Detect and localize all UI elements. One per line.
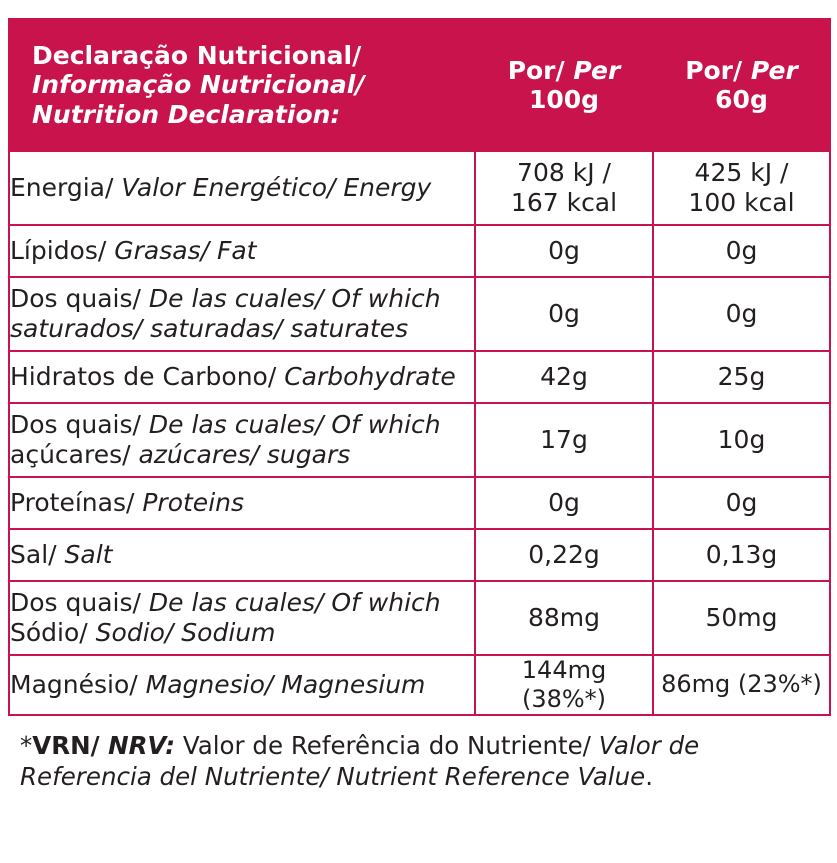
nutrition-declaration-table (8, 18, 831, 716)
nutrient-label-translations: Grasas/ Fat (114, 236, 257, 265)
nutrient-label (9, 403, 475, 477)
footnote-asterisk: * (20, 730, 33, 760)
nutrient-label (9, 225, 475, 277)
nutrient-label-pt: Energia/ (10, 173, 122, 202)
value-per-60g: 86mg (23%*) (653, 655, 830, 715)
nutrient-label-line1 (10, 588, 474, 618)
header-row (9, 19, 830, 151)
nutrient-label-translations2: Sodio/ Sodium (95, 618, 276, 647)
nutrient-label-pt: Dos quais/ (10, 588, 149, 617)
header-per-100g-por: Por/ (507, 55, 574, 85)
value-per-100g: 144mg (38%*) (475, 655, 653, 715)
nutrient-label-translations: De las cuales/ Of which (148, 284, 441, 313)
table-row (9, 477, 830, 529)
value-per-60g: 25g (653, 351, 830, 403)
table-row (9, 655, 830, 715)
nutrient-label-translations: Magnesio/ Magnesium (145, 669, 426, 699)
value-per-60g-line2: 100 kcal (688, 188, 795, 217)
value-per-60g: 0g (653, 225, 830, 277)
nutrient-label-line2 (10, 440, 474, 470)
value-per-100g-line2: 167 kcal (510, 188, 618, 217)
header-title-line-en: Nutrition Declaration: (32, 99, 341, 129)
header-declaration-title (9, 19, 475, 151)
header-title-line-es: Informação Nutricional/ (32, 70, 365, 100)
footnote-text-es-en: Valor de Referencia del Nutriente/ Nutrient Reference Value (20, 730, 700, 791)
nutrient-label-translations: Salt (64, 540, 113, 569)
table-header (9, 19, 830, 151)
header-per-100g-per: Per (573, 55, 621, 85)
nutrient-label-translations: Proteins (142, 488, 245, 517)
nutrient-label-pt2: açúcares/ (10, 440, 139, 469)
header-per-100g-line1 (486, 56, 642, 86)
nutrient-label-translations2: azúcares/ sugars (138, 440, 351, 469)
nutrient-label-pt2: Sódio/ (10, 618, 96, 647)
nutrient-label-pt: Proteínas/ (10, 488, 143, 517)
value-per-100g: 0g (475, 277, 653, 351)
table-row (9, 277, 830, 351)
value-per-100g: 0g (475, 477, 653, 529)
nutrient-label (9, 581, 475, 655)
value-per-60g (653, 151, 830, 225)
nutrient-label-line1 (10, 284, 474, 314)
header-per-60g-per: Per (750, 55, 798, 85)
nutrient-label (9, 277, 475, 351)
header-per-60g (653, 19, 830, 151)
nutrient-label-translations: Carbohydrate (284, 362, 456, 391)
nutrient-label-translations: Valor Energético/ Energy (121, 173, 432, 202)
header-per-60g-amount: 60g (715, 85, 768, 114)
table-row (9, 529, 830, 581)
nutrient-label-pt: Lípidos/ (10, 236, 115, 265)
nutrient-label-line2 (10, 618, 474, 648)
value-per-60g: 50mg (653, 581, 830, 655)
table-row (9, 151, 830, 225)
nutrient-label (9, 655, 475, 715)
footnote-abbr-en: NRV: (108, 730, 176, 760)
value-per-60g-line1: 425 kJ / (694, 158, 789, 187)
nutrient-label (9, 151, 475, 225)
value-per-100g: 88mg (475, 581, 653, 655)
nutrient-label (9, 529, 475, 581)
nrv-footnote (20, 730, 819, 793)
value-per-60g: 0,13g (653, 529, 830, 581)
nutrient-label-pt: Dos quais/ (10, 284, 149, 313)
footnote-text-pt: Valor de Referência do Nutriente/ (175, 730, 599, 760)
table-row (9, 351, 830, 403)
header-per-100g (475, 19, 653, 151)
table-row (9, 225, 830, 277)
table-body (9, 151, 830, 715)
nutrient-label-line1 (10, 410, 474, 440)
value-per-60g: 10g (653, 403, 830, 477)
footnote-period: . (645, 761, 653, 791)
value-per-100g (475, 151, 653, 225)
nutrient-label (9, 351, 475, 403)
value-per-60g: 0g (653, 277, 830, 351)
value-per-100g: 42g (475, 351, 653, 403)
value-per-100g-line1: 708 kJ / (517, 158, 611, 187)
nutrient-label (9, 477, 475, 529)
nutrient-label-pt: Hidratos de Carbono/ (10, 362, 285, 391)
nutrient-label-pt: Dos quais/ (10, 410, 149, 439)
value-per-100g: 0g (475, 225, 653, 277)
nutrient-label-translations: De las cuales/ Of which (148, 410, 441, 439)
nutrient-label-pt: Sal/ (10, 540, 65, 569)
header-per-60g-por: Por/ (685, 55, 751, 85)
value-per-100g: 0,22g (475, 529, 653, 581)
table-row (9, 581, 830, 655)
header-title-line-pt: Declaração Nutricional/ (32, 40, 362, 70)
value-per-100g: 17g (475, 403, 653, 477)
header-per-60g-line1 (664, 56, 819, 86)
nutrient-label-line2: saturados/ saturadas/ saturates (10, 314, 409, 343)
footnote-abbr-pt: VRN/ (32, 730, 109, 760)
nutrient-label-pt: Magnésio/ (10, 669, 146, 699)
table-row (9, 403, 830, 477)
value-per-60g: 0g (653, 477, 830, 529)
nutrient-label-translations: De las cuales/ Of which (148, 588, 441, 617)
header-per-100g-amount: 100g (528, 85, 600, 114)
